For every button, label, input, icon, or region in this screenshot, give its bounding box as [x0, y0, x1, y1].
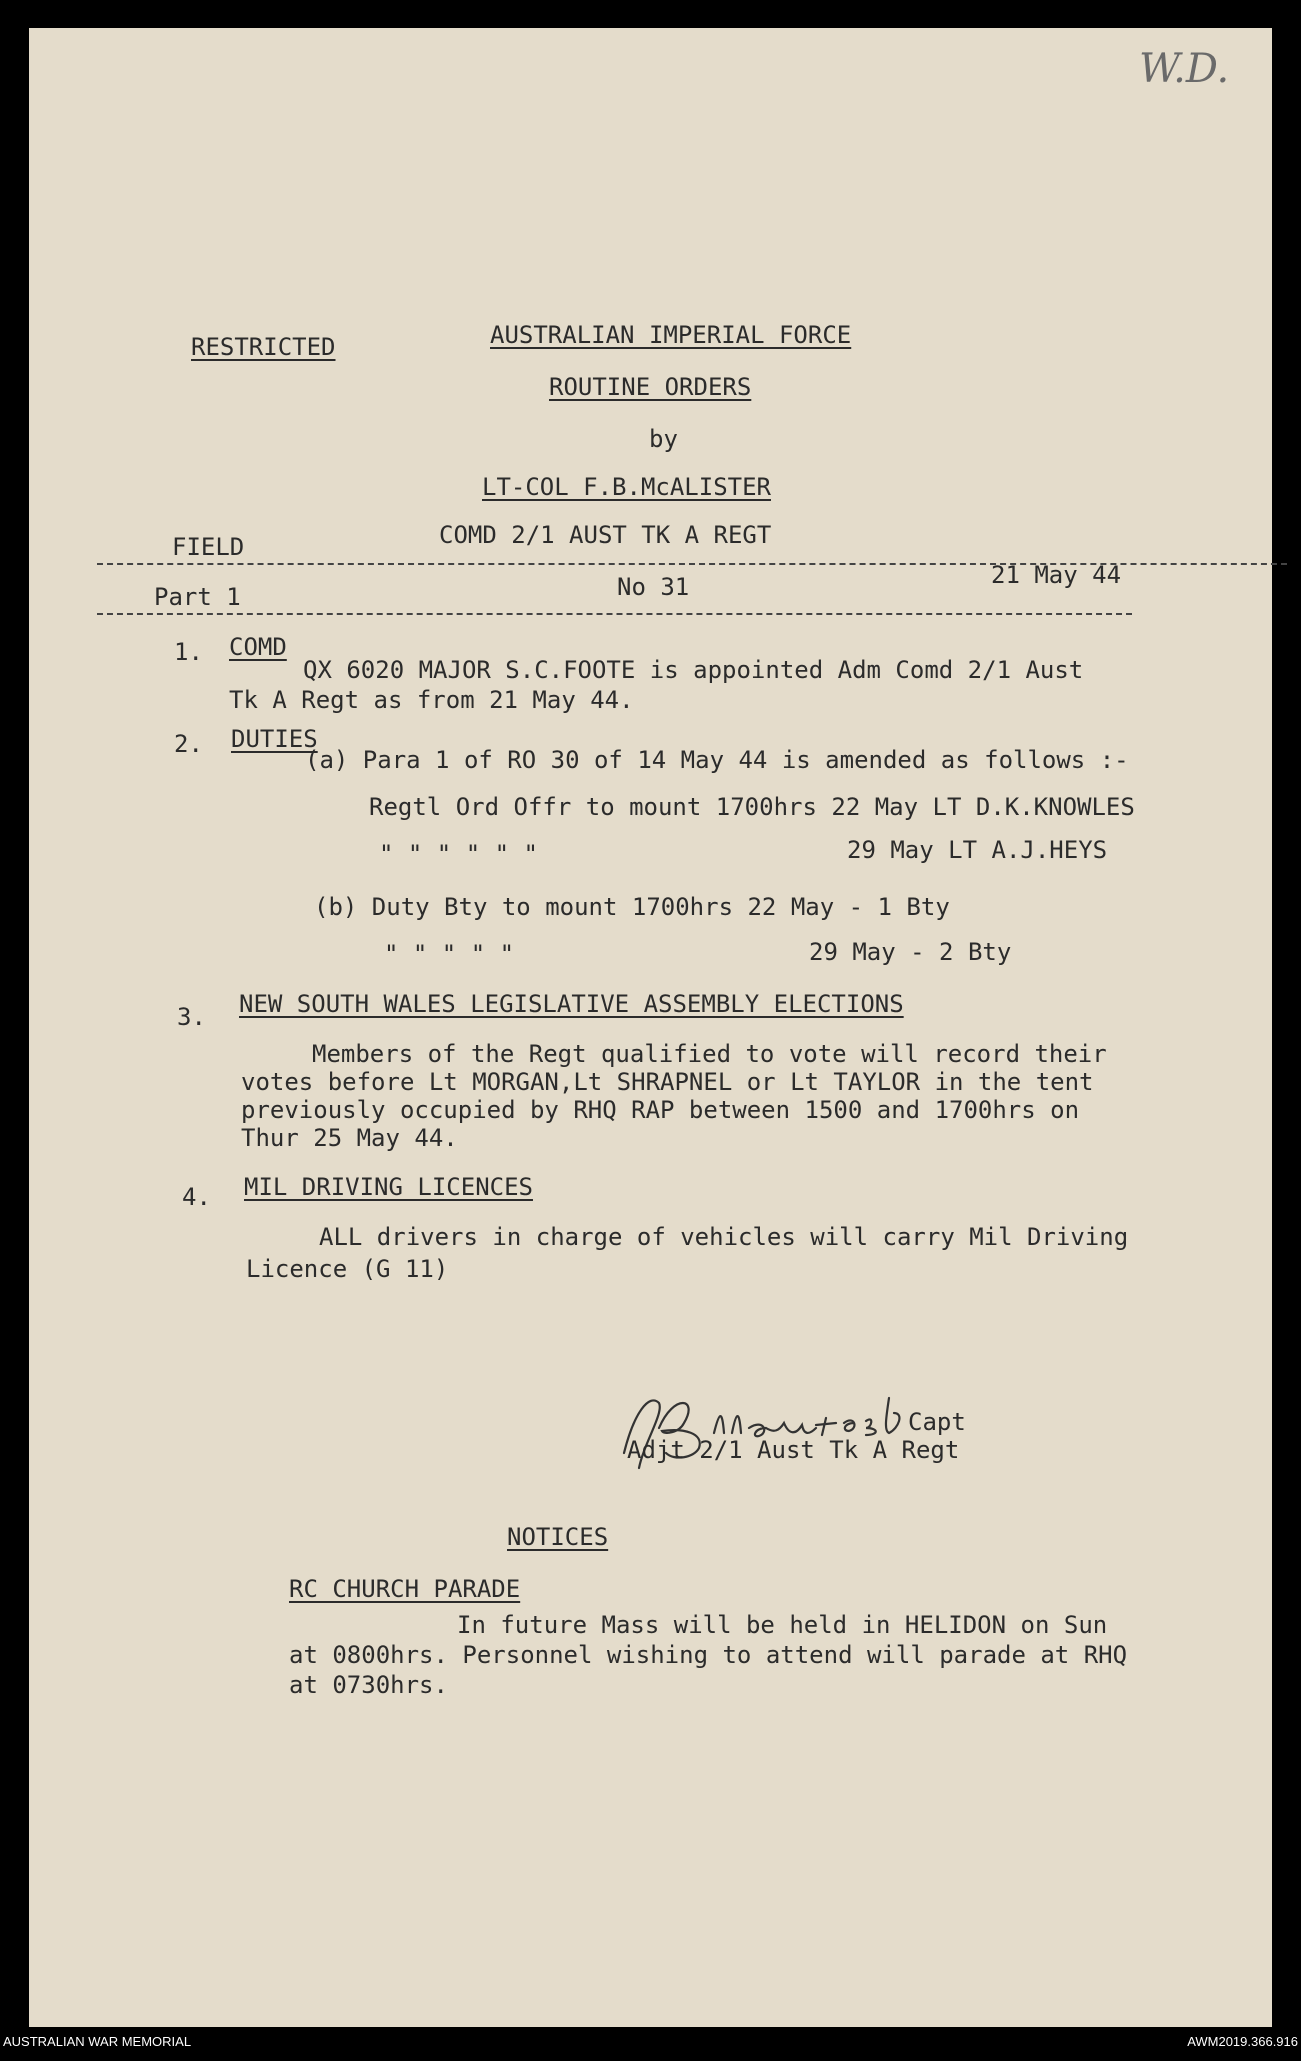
item-1-line-1: QX 6020 MAJOR S.C.FOOTE is appointed Adm Comd 2/1 Aust — [303, 656, 1084, 684]
item-3-line-3: previously occupied by RHQ RAP between 1500 and 1700hrs on — [241, 1096, 1080, 1124]
item-2-sub-b-ditto: " " " " " — [384, 940, 515, 968]
handwritten-corner-mark: W.D. — [1139, 46, 1230, 92]
item-4-number: 4. — [182, 1183, 211, 1211]
classification-label: RESTRICTED — [191, 333, 336, 361]
notices-line-3: at 0730hrs. — [289, 1671, 448, 1699]
order-number: No 31 — [617, 573, 690, 601]
item-3-line-1: Members of the Regt qualified to vote will record their — [312, 1040, 1107, 1068]
item-1-heading: COMD — [229, 633, 287, 661]
item-4-heading: MIL DRIVING LICENCES — [244, 1173, 533, 1201]
item-3-line-4: Thur 25 May 44. — [241, 1124, 458, 1152]
item-2-sub-a-line-2: 29 May LT A.J.HEYS — [847, 836, 1108, 864]
header-line-5: COMD 2/1 AUST TK A REGT — [439, 521, 772, 549]
item-2-sub-a-line-1: Regtl Ord Offr to mount 1700hrs 22 May LT D.K.KNOWLES — [369, 793, 1135, 821]
item-1-line-2: Tk A Regt as from 21 May 44. — [229, 686, 634, 714]
item-3-heading: NEW SOUTH WALES LEGISLATIVE ASSEMBLY ELECTIONS — [239, 990, 904, 1018]
footer-accession-number: AWM2019.366.916 — [1187, 2034, 1298, 2049]
item-2-sub-a-ditto: " " " " " " — [379, 840, 538, 868]
item-3-number: 3. — [177, 1003, 206, 1031]
footer-archive-name: AUSTRALIAN WAR MEMORIAL — [3, 2034, 192, 2049]
item-4-line-1: ALL drivers in charge of vehicles will carry Mil Driving — [319, 1223, 1129, 1251]
notices-subheading: RC CHURCH PARADE — [289, 1575, 521, 1603]
signatory-title: Adjt 2/1 Aust Tk A Regt — [627, 1436, 960, 1464]
notices-line-1: In future Mass will be held in HELIDON on Sun — [457, 1611, 1108, 1639]
signatory-rank: Capt — [908, 1408, 966, 1436]
item-2-sub-b-line-2: 29 May - 2 Bty — [809, 938, 1012, 966]
header-line-1: AUSTRALIAN IMPERIAL FORCE — [490, 321, 852, 349]
header-line-3: by — [649, 425, 678, 453]
item-2-sub-a: (a) Para 1 of RO 30 of 14 May 44 is amended as follows :- — [305, 746, 1129, 774]
header-rule-2 — [97, 613, 1132, 615]
header-line-4: LT-COL F.B.McALISTER — [482, 473, 771, 501]
header-line-2: ROUTINE ORDERS — [549, 373, 752, 401]
item-3-line-2: votes before Lt MORGAN,Lt SHRAPNEL or Lt TAYLOR in the tent — [241, 1068, 1094, 1096]
notices-line-2: at 0800hrs. Personnel wishing to attend will parade at RHQ — [289, 1641, 1128, 1669]
item-2-sub-b: (b) Duty Bty to mount 1700hrs 22 May - 1 Bty — [314, 893, 950, 921]
field-label: FIELD — [172, 533, 245, 561]
item-4-line-2: Licence (G 11) — [246, 1255, 449, 1283]
document-page — [29, 28, 1272, 2027]
part-label: Part 1 — [154, 583, 241, 611]
item-1-number: 1. — [174, 638, 203, 666]
order-date: 21 May 44 — [991, 561, 1122, 589]
notices-heading: NOTICES — [507, 1523, 609, 1551]
item-2-number: 2. — [174, 730, 203, 758]
item-2-heading: DUTIES — [231, 725, 318, 753]
